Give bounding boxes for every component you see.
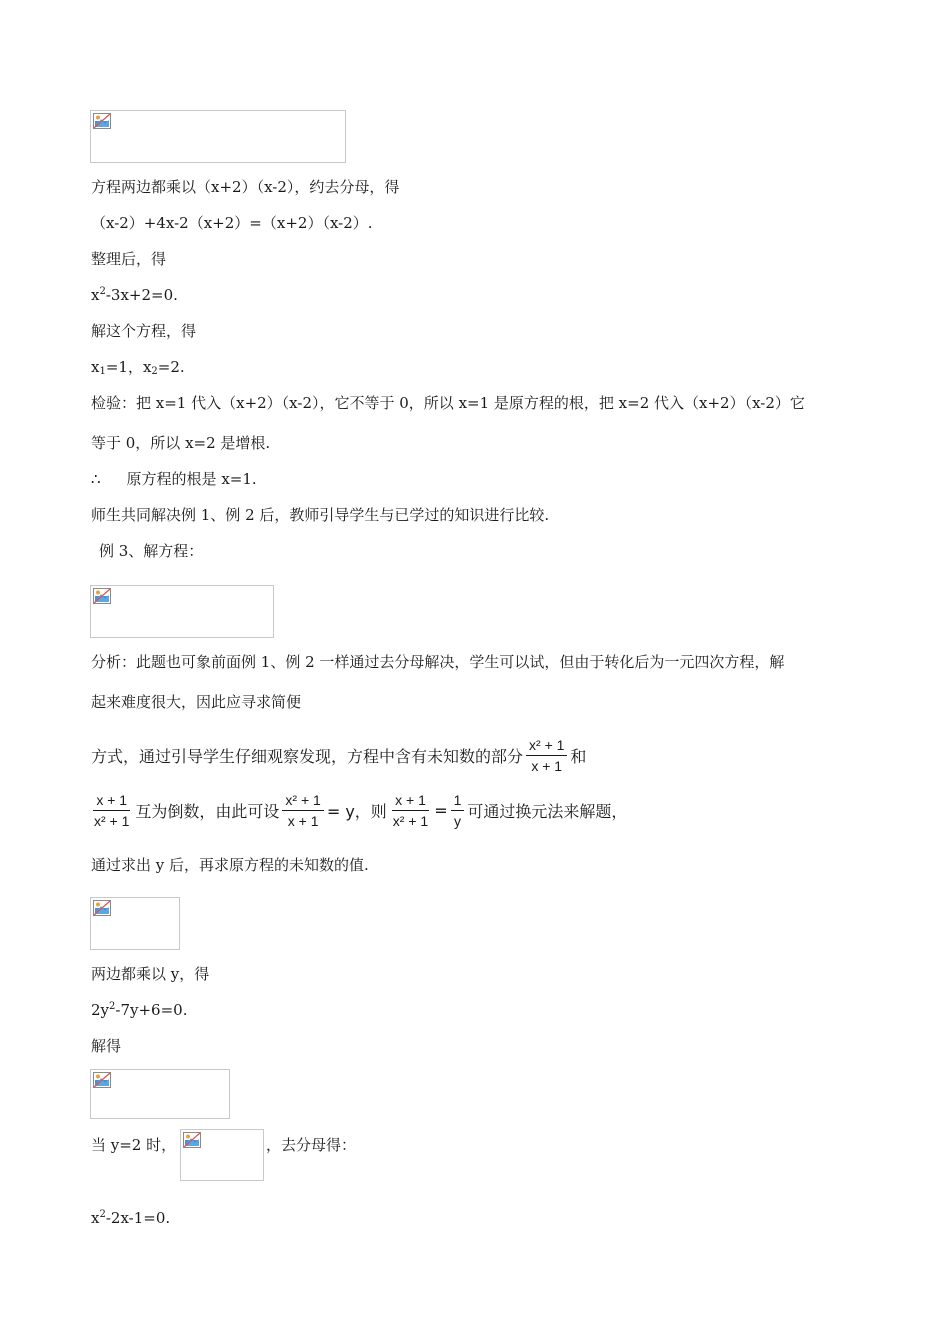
conclusion-line bbox=[91, 469, 257, 489]
equation-image bbox=[180, 1129, 264, 1181]
line-text: x bbox=[91, 1209, 100, 1227]
superscript: 2 bbox=[99, 1209, 106, 1220]
text-line bbox=[91, 855, 369, 875]
line-text: 例 3、解方程： bbox=[99, 542, 204, 560]
fraction bbox=[282, 791, 323, 830]
line-text: 方式，通过引导学生仔细观察发现，方程中含有未知数的部分 bbox=[91, 746, 524, 766]
line-text: 检验：把 x=1 代入（x+2）（x-2），它不等于 0，所以 x=1 是原方程的根，把 x=2 代入（x+2）（x-2）它 bbox=[91, 394, 805, 412]
fraction-denominator: x + 1 bbox=[531, 757, 563, 774]
formula-line bbox=[91, 785, 627, 835]
line-text: 和 bbox=[570, 746, 587, 766]
equation-image bbox=[90, 585, 274, 638]
line-text: 解得 bbox=[91, 1037, 122, 1055]
line-text: ，去分母得： bbox=[266, 1136, 357, 1154]
text-line bbox=[91, 1036, 121, 1056]
line-text: 方程两边都乘以（x+2）（x-2），约去分母，得 bbox=[91, 178, 400, 196]
subscript: 1 bbox=[99, 366, 106, 377]
line-text: 师生共同解决例 1、例 2 后，教师引导学生与已学过的知识进行比较. bbox=[91, 506, 550, 524]
fraction-denominator: x² + 1 bbox=[94, 812, 130, 829]
line-text: 分析：此题也可象前面例 1、例 2 一样通过去分母解决，学生可以试，但由于转化后为一元四次方程，解 bbox=[91, 653, 785, 671]
fraction-numerator: 1 bbox=[451, 791, 465, 811]
fraction bbox=[91, 791, 132, 830]
fraction-numerator: x + 1 bbox=[392, 791, 429, 811]
line-text: -7y+6=0. bbox=[115, 1001, 188, 1019]
line-text: 可通过换元法来解题， bbox=[467, 801, 628, 821]
line-text: 当 y=2 时， bbox=[91, 1136, 177, 1154]
equation-image bbox=[90, 110, 346, 163]
fraction-numerator: x² + 1 bbox=[526, 736, 567, 756]
fraction-numerator: x² + 1 bbox=[282, 791, 323, 811]
subscript: 2 bbox=[151, 366, 158, 377]
equation-line bbox=[91, 213, 373, 233]
broken-image-icon bbox=[93, 113, 111, 129]
text-line bbox=[91, 433, 270, 453]
line-text: =1，x bbox=[105, 358, 152, 376]
superscript: 2 bbox=[99, 286, 106, 297]
superscript: 2 bbox=[109, 1001, 116, 1012]
line-text: （x-2）+4x-2（x+2）=（x+2）（x-2）. bbox=[91, 214, 373, 232]
line-text: -3x+2=0. bbox=[105, 286, 178, 304]
text-line bbox=[91, 652, 784, 672]
equation-line bbox=[91, 1000, 187, 1020]
broken-image-icon bbox=[93, 1072, 111, 1088]
example-heading bbox=[99, 541, 203, 561]
line-text: 通过求出 y 后，再求原方程的未知数的值. bbox=[91, 856, 369, 874]
text-line bbox=[91, 177, 399, 197]
text-line bbox=[91, 1135, 176, 1155]
text-line bbox=[91, 321, 196, 341]
therefore-symbol: ∴ bbox=[91, 470, 101, 488]
fraction-denominator: y bbox=[454, 812, 461, 829]
equation-line bbox=[91, 1208, 170, 1228]
text-line bbox=[91, 249, 166, 269]
formula-line bbox=[91, 730, 586, 780]
text-line bbox=[266, 1135, 356, 1155]
line-text: 两边都乘以 y，得 bbox=[91, 965, 210, 983]
line-text: 2y bbox=[91, 1001, 110, 1019]
text-line bbox=[91, 505, 549, 525]
broken-image-icon bbox=[93, 900, 111, 916]
equation-image bbox=[90, 897, 180, 950]
equation-image bbox=[90, 1069, 230, 1119]
fraction-denominator: x + 1 bbox=[287, 812, 319, 829]
line-text: =2. bbox=[157, 358, 185, 376]
line-text: x bbox=[91, 358, 100, 376]
broken-image-icon bbox=[183, 1132, 201, 1148]
broken-image-icon bbox=[93, 588, 111, 604]
line-text: = y，则 bbox=[326, 801, 387, 821]
line-text: 原方程的根是 x=1. bbox=[126, 470, 257, 488]
equation-line bbox=[91, 357, 185, 377]
fraction-numerator: x + 1 bbox=[93, 791, 130, 811]
line-text: 起来难度很大，因此应寻求简便 bbox=[91, 693, 302, 711]
text-line bbox=[91, 964, 209, 984]
line-text: 整理后，得 bbox=[91, 250, 167, 268]
fraction bbox=[451, 791, 465, 830]
fraction-denominator: x² + 1 bbox=[392, 812, 429, 829]
text-line bbox=[91, 393, 805, 413]
line-text: 互为倒数，由此可设 bbox=[135, 801, 280, 821]
equals-sign: = bbox=[434, 800, 448, 820]
text-line bbox=[91, 692, 301, 712]
line-text: -2x-1=0. bbox=[105, 1209, 171, 1227]
equation-line bbox=[91, 285, 178, 305]
line-text: x bbox=[91, 286, 100, 304]
line-text: 等于 0，所以 x=2 是增根. bbox=[91, 434, 271, 452]
fraction bbox=[526, 736, 567, 775]
fraction bbox=[390, 791, 431, 830]
line-text: 解这个方程，得 bbox=[91, 322, 197, 340]
